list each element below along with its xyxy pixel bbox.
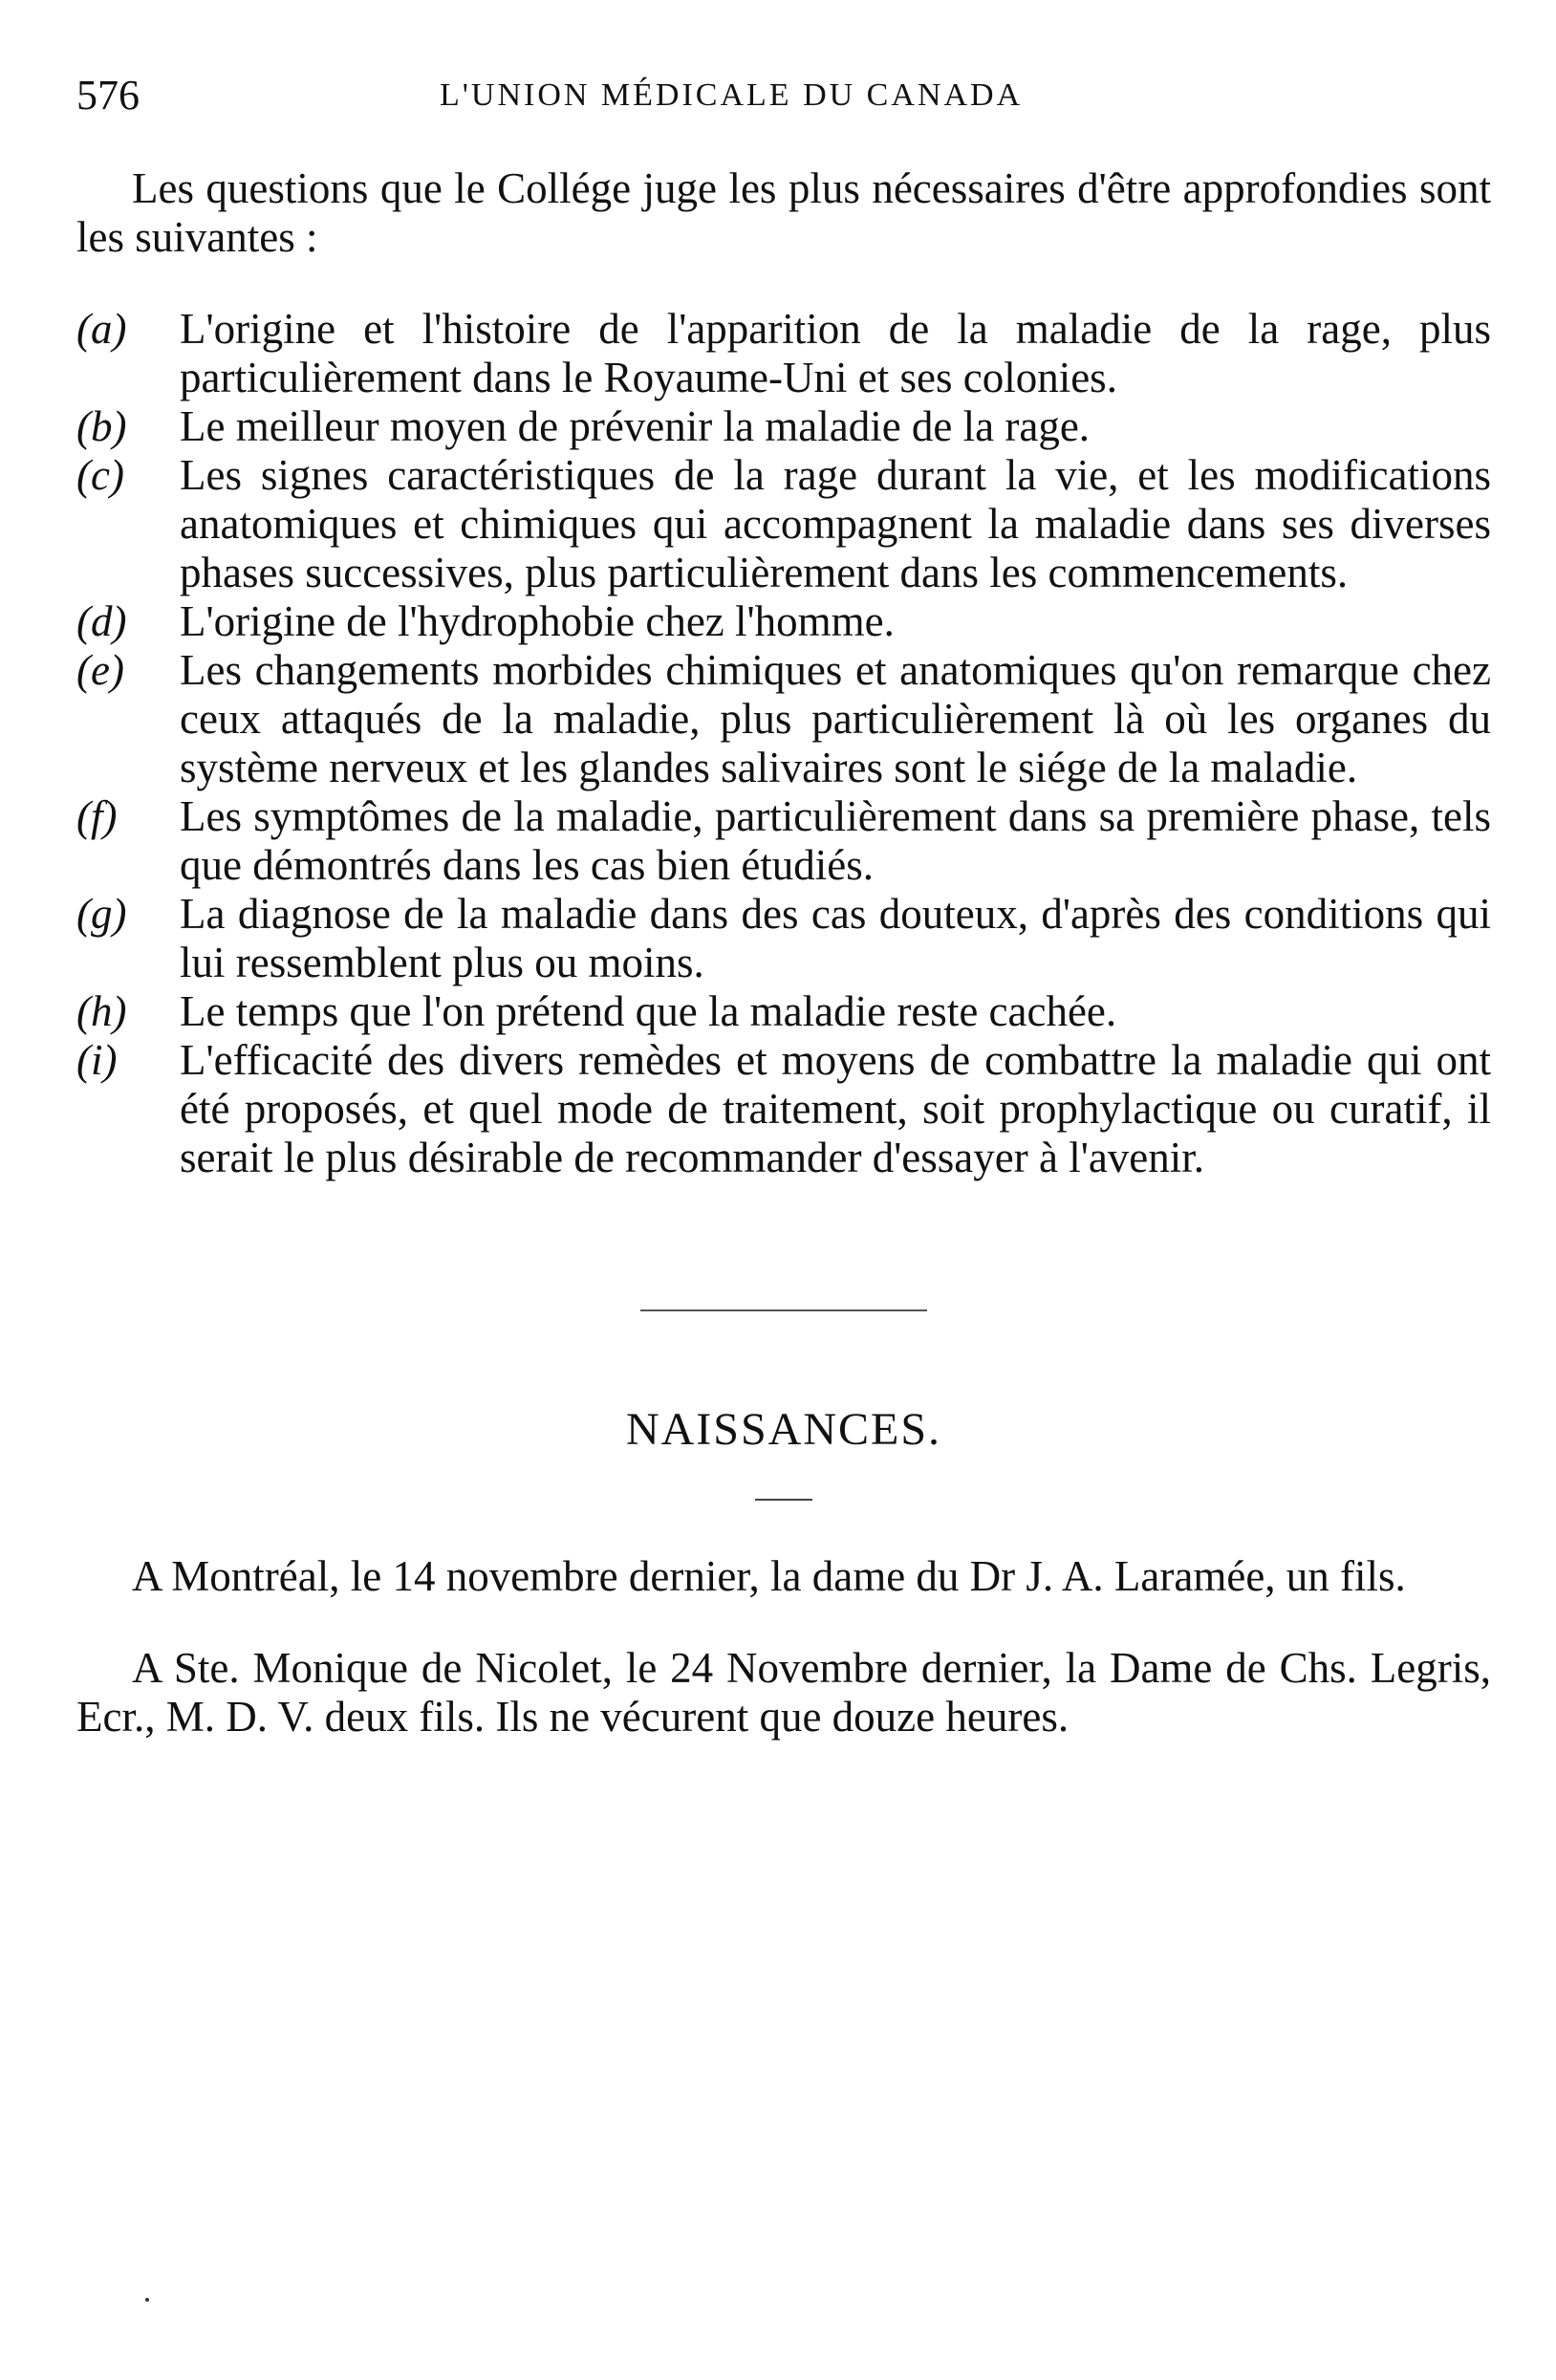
question-item-b	[76, 402, 1491, 451]
question-text: Les symptômes de la maladie, particulièrement dans sa première phase, tels que démontrés dans les cas bien étudiés.	[180, 792, 1491, 889]
question-marker: (g)	[76, 890, 127, 938]
question-item-f	[76, 792, 1491, 890]
section-divider	[640, 1309, 927, 1311]
intro-paragraph: Les questions que le Collége juge les plus nécessaires d'être approfondies sont les suivantes :	[76, 164, 1491, 261]
running-head	[76, 67, 1491, 124]
question-marker: (b)	[76, 402, 127, 450]
title-underline	[755, 1499, 812, 1501]
question-marker: (d)	[76, 597, 127, 645]
document-page	[76, 67, 1491, 1785]
question-marker: (a)	[76, 305, 127, 353]
question-text: Le meilleur moyen de prévenir la maladie de la rage.	[180, 402, 1091, 450]
question-text: La diagnose de la maladie dans des cas douteux, d'après des conditions qui lui ressemblent plus ou moins.	[180, 890, 1491, 986]
question-item-c	[76, 451, 1491, 597]
question-text: Les signes caractéristiques de la rage durant la vie, et les modifications anatomiques et chimiques qui accompagnent la maladie dans ses diverses phases successives, plus particulièrement dans les commencements.	[180, 451, 1491, 596]
birth-notice: A Ste. Monique de Nicolet, le 24 Novembre dernier, la Dame de Chs. Legris, Ecr., M. D. V. deux fils. Ils ne vécurent que douze heures.	[76, 1644, 1491, 1741]
question-marker: (h)	[76, 987, 127, 1035]
stray-ink-mark	[145, 2298, 149, 2302]
question-text: Le temps que l'on prétend que la maladie reste cachée.	[180, 987, 1117, 1035]
question-item-e	[76, 646, 1491, 792]
question-text: L'origine de l'hydrophobie chez l'homme.	[180, 597, 895, 645]
question-item-h	[76, 987, 1491, 1036]
question-item-d	[76, 597, 1491, 646]
question-marker: (i)	[76, 1036, 118, 1084]
question-item-i	[76, 1036, 1491, 1182]
page-number: 576	[76, 72, 140, 119]
birth-notice: A Montréal, le 14 novembre dernier, la dame du Dr J. A. Laramée, un fils.	[132, 1552, 1406, 1600]
question-item-a	[76, 305, 1491, 402]
questions-list	[76, 305, 1491, 1182]
section-title: NAISSANCES.	[625, 1404, 942, 1455]
question-text: Les changements morbides chimiques et anatomiques qu'on remarque chez ceux attaqués de la maladie, plus particulièrement là où les organes du système nerveux et les glandes salivaires sont le siége de la maladie.	[180, 646, 1491, 791]
question-item-g	[76, 890, 1491, 987]
question-text: L'efficacité des divers remèdes et moyens de combattre la maladie qui ont été proposés, et quel mode de traitement, soit prophylactique ou curatif, il serait le plus désirable de recommander d'essayer à l'avenir.	[180, 1036, 1491, 1181]
question-marker: (c)	[76, 451, 124, 499]
question-marker: (e)	[76, 646, 124, 694]
question-marker: (f)	[76, 792, 118, 840]
journal-title: L'UNION MÉDICALE DU CANADA	[440, 77, 1024, 113]
question-text: L'origine et l'histoire de l'apparition de la maladie de la rage, plus particulièrement dans le Royaume-Uni et ses colonies.	[180, 305, 1491, 401]
